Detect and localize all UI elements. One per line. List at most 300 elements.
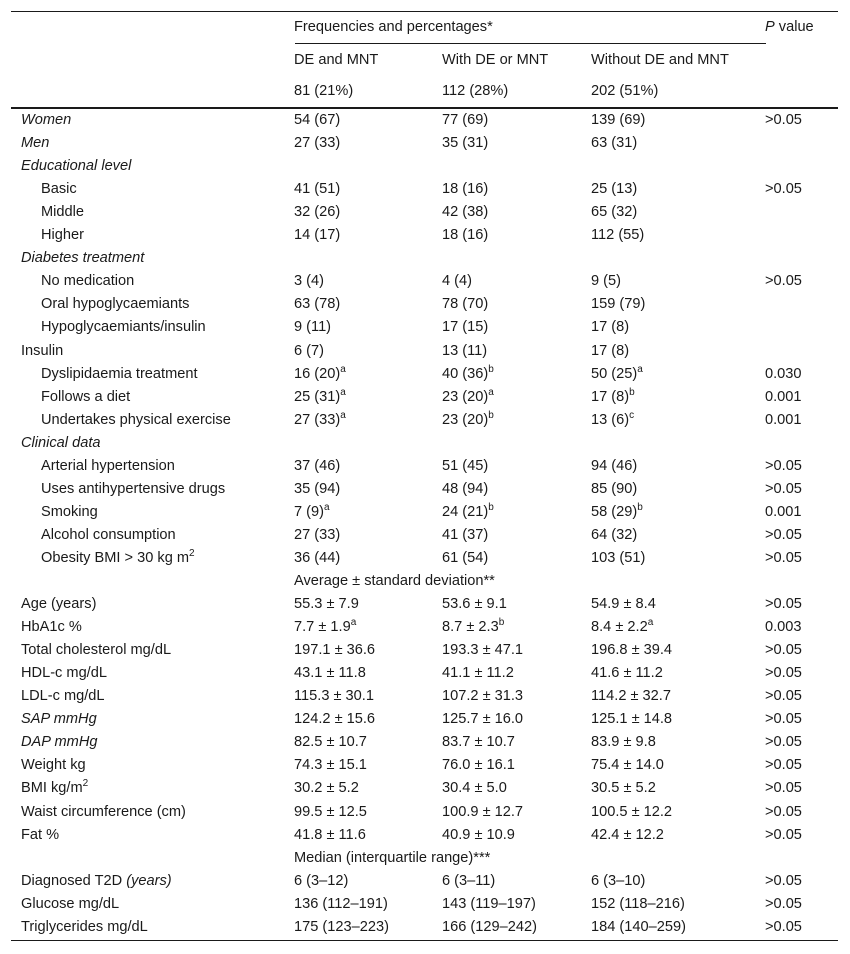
cell-with-de-or-mnt (442, 593, 507, 616)
cell-with-de-or-mnt (442, 270, 472, 293)
cell-without-de-and-mnt (591, 316, 629, 339)
row-label-text: Oral hypoglycaemiants (41, 296, 190, 313)
table-row (11, 178, 838, 201)
cell-value: 18 (16) (442, 181, 489, 198)
cell-value: 166 (129–242) (442, 918, 537, 935)
row-label-text: Diagnosed T2D (21, 872, 127, 889)
count-de-and-mnt: 81 (21%) (294, 83, 354, 99)
cell-value: 6 (7) (294, 342, 325, 359)
col-header-without-de-and-mnt: Without DE and MNT (591, 52, 729, 68)
cell-value: 18 (16) (442, 227, 489, 244)
superscript-marker: a (340, 386, 346, 398)
cell-value: 40 (36) (442, 365, 489, 382)
row-label (21, 893, 119, 916)
table-row (11, 824, 838, 847)
section-row (11, 570, 838, 593)
cell-with-de-or-mnt (442, 639, 523, 662)
cell-without-de-and-mnt (591, 501, 643, 524)
row-label (41, 455, 175, 478)
row-label (21, 247, 144, 270)
cell-p-value: >0.05 (765, 642, 802, 659)
cell-value: 23 (20) (442, 411, 489, 428)
cell-p-value: >0.05 (765, 181, 802, 198)
cell-value: 58 (29) (591, 503, 638, 520)
cell-value: 27 (33) (294, 526, 341, 543)
cell-value: 8.4 ± 2.2 (591, 619, 648, 636)
cell-value: 25 (31) (294, 388, 341, 405)
row-label-text: DAP mmHg (21, 734, 98, 751)
cell-de-and-mnt (294, 685, 374, 708)
cell-p-value: 0.001 (765, 388, 802, 405)
cell-without-de-and-mnt (591, 409, 634, 432)
cell-without-de-and-mnt (591, 270, 621, 293)
cell-without-de-and-mnt (591, 178, 637, 201)
cell-p-value: >0.05 (765, 918, 802, 935)
cell-value: 115.3 ± 30.1 (294, 688, 374, 705)
cell-value: 53.6 ± 9.1 (442, 596, 507, 613)
cell-value: 35 (94) (294, 480, 341, 497)
table-row (11, 155, 838, 178)
cell-de-and-mnt (294, 201, 340, 224)
cell-value: 83.9 ± 9.8 (591, 734, 656, 751)
table-row (11, 455, 838, 478)
row-label-text: Uses antihypertensive drugs (41, 480, 226, 497)
row-label (41, 524, 176, 547)
cell-p-value: 0.001 (765, 411, 802, 428)
row-label-text: Obesity BMI > 30 kg m (41, 549, 190, 566)
cell-value: 7 (9) (294, 503, 325, 520)
table-row (11, 593, 838, 616)
cell-value: 83.7 ± 10.7 (442, 734, 515, 751)
cell-value: 74.3 ± 15.1 (294, 757, 367, 774)
superscript-marker: a (350, 617, 357, 629)
row-label (21, 777, 88, 800)
row-label-text: Glucose mg/dL (21, 895, 120, 912)
row-label (21, 639, 171, 662)
cell-without-de-and-mnt (591, 731, 656, 754)
row-label-text: Arterial hypertension (41, 457, 175, 474)
superscript-marker: b (488, 409, 494, 421)
cell-value: 27 (33) (294, 135, 341, 152)
cell-value: 24 (21) (442, 503, 489, 520)
p-value-header: P value (765, 19, 814, 35)
cell-de-and-mnt (294, 363, 346, 386)
cell-de-and-mnt (294, 409, 346, 432)
cell-without-de-and-mnt (591, 593, 656, 616)
cell-de-and-mnt (294, 870, 348, 893)
table-row (11, 639, 838, 662)
row-label-text: No medication (41, 273, 135, 290)
row-label (41, 201, 84, 224)
cell-value: 76.0 ± 16.1 (442, 757, 515, 774)
row-label-text: Follows a diet (41, 388, 131, 405)
cell-value: 41 (51) (294, 181, 341, 198)
cell-with-de-or-mnt (442, 547, 488, 570)
cell-p-value: >0.05 (765, 734, 802, 751)
cell-value: 100.5 ± 12.2 (591, 803, 673, 820)
cell-de-and-mnt (294, 501, 330, 524)
table-row (11, 801, 838, 824)
row-label (21, 593, 96, 616)
cell-p-value: >0.05 (765, 549, 802, 566)
row-label (21, 155, 131, 178)
cell-value: 94 (46) (591, 457, 638, 474)
table-row (11, 731, 838, 754)
cell-de-and-mnt (294, 178, 340, 201)
row-label-text: Waist circumference (cm) (21, 803, 186, 820)
cell-without-de-and-mnt (591, 870, 645, 893)
cell-value: 85 (90) (591, 480, 638, 497)
cell-de-and-mnt (294, 593, 359, 616)
cell-value: 36 (44) (294, 549, 341, 566)
row-label (41, 547, 195, 570)
cell-without-de-and-mnt (591, 293, 645, 316)
cell-value: 77 (69) (442, 112, 489, 128)
superscript-marker: a (647, 617, 654, 629)
cell-without-de-and-mnt (591, 754, 664, 777)
row-label-text: Alcohol consumption (41, 526, 176, 543)
count-with-de-or-mnt: 112 (28%) (442, 83, 509, 99)
cell-de-and-mnt (294, 731, 367, 754)
cell-p-value: >0.05 (765, 872, 802, 889)
cell-value: 40.9 ± 10.9 (442, 826, 515, 843)
row-label-text: Insulin (21, 342, 64, 359)
cell-p-value: 0.003 (765, 619, 802, 636)
table-row (11, 109, 838, 132)
cell-p-value: >0.05 (765, 273, 802, 290)
table-row (11, 501, 838, 524)
row-label (41, 270, 134, 293)
cell-de-and-mnt (294, 478, 340, 501)
count-without-de-and-mnt: 202 (51%) (591, 83, 659, 99)
row-label-text: HDL-c mg/dL (21, 665, 107, 682)
table-row (11, 685, 838, 708)
superscript-marker: b (629, 386, 635, 398)
cell-with-de-or-mnt (442, 731, 515, 754)
cell-with-de-or-mnt (442, 777, 507, 800)
row-label-text: Hypoglycaemiants/insulin (41, 319, 206, 336)
cell-value: 124.2 ± 15.6 (294, 711, 376, 728)
cell-p-value: >0.05 (765, 826, 802, 843)
cell-value: 41.8 ± 11.6 (294, 826, 366, 843)
cell-without-de-and-mnt (591, 524, 637, 547)
cell-de-and-mnt (294, 754, 367, 777)
cell-without-de-and-mnt (591, 386, 635, 409)
cell-with-de-or-mnt (442, 801, 523, 824)
row-label-text: LDL-c mg/dL (21, 688, 105, 705)
cell-value: 30.5 ± 5.2 (591, 780, 656, 797)
table-row (11, 777, 838, 800)
table-row (11, 432, 838, 455)
cell-value: 143 (119–197) (442, 895, 536, 912)
cell-with-de-or-mnt (442, 293, 488, 316)
col-header-de-and-mnt: DE and MNT (294, 52, 379, 68)
cell-p-value: >0.05 (765, 526, 802, 543)
cell-value: 152 (118–216) (591, 895, 685, 912)
superscript-marker: 2 (189, 548, 195, 560)
cell-value: 107.2 ± 31.3 (442, 688, 524, 705)
cell-value: 193.3 ± 47.1 (442, 642, 524, 659)
table-row (11, 132, 838, 155)
cell-value: 184 (140–259) (591, 918, 686, 935)
cell-value: 125.7 ± 16.0 (442, 711, 524, 728)
row-label (21, 340, 63, 363)
cell-value: 41.1 ± 11.2 (442, 665, 514, 682)
cell-de-and-mnt (294, 524, 340, 547)
cell-value: 63 (31) (591, 135, 638, 152)
row-label-text: Educational level (21, 158, 132, 175)
table-row (11, 293, 838, 316)
cell-without-de-and-mnt (591, 132, 637, 155)
cell-without-de-and-mnt (591, 616, 653, 639)
cell-value: 3 (4) (294, 273, 325, 290)
cell-value: 9 (5) (591, 273, 622, 290)
row-label (41, 178, 77, 201)
superscript-marker: a (637, 363, 643, 375)
cell-value: 103 (51) (591, 549, 646, 566)
row-label-text: Basic (41, 181, 77, 198)
cell-de-and-mnt (294, 777, 359, 800)
cell-without-de-and-mnt (591, 547, 645, 570)
cell-with-de-or-mnt (442, 455, 488, 478)
cell-de-and-mnt (294, 824, 366, 847)
cell-de-and-mnt (294, 639, 375, 662)
row-label-text: Smoking (41, 503, 98, 520)
table-row (11, 340, 838, 363)
table-row (11, 478, 838, 501)
row-label-text: BMI kg/m (21, 780, 83, 797)
row-label-text: Weight kg (21, 757, 86, 774)
cell-p-value: >0.05 (765, 688, 802, 705)
superscript-marker: b (637, 501, 643, 513)
row-label-text: Women (21, 112, 72, 128)
row-label-text: Diabetes treatment (21, 250, 145, 267)
superscript-marker: 2 (82, 778, 89, 790)
cell-value: 30.4 ± 5.0 (442, 780, 507, 797)
cell-with-de-or-mnt (442, 178, 488, 201)
table-row (11, 409, 838, 432)
table-row (11, 386, 838, 409)
cell-value: 51 (45) (442, 457, 489, 474)
cell-value: 17 (8) (591, 342, 630, 359)
cell-value: 42.4 ± 12.2 (591, 826, 664, 843)
row-label (41, 409, 231, 432)
row-label (21, 685, 105, 708)
bottom-rule (11, 940, 838, 941)
cell-value: 13 (6) (591, 411, 630, 428)
cell-de-and-mnt (294, 293, 340, 316)
cell-without-de-and-mnt (591, 916, 686, 939)
cell-value: 55.3 ± 7.9 (294, 596, 359, 613)
cell-p-value: >0.05 (765, 665, 802, 682)
cell-de-and-mnt (294, 455, 340, 478)
row-label (21, 754, 86, 777)
superscript-marker: a (488, 386, 494, 398)
cell-de-and-mnt (294, 616, 356, 639)
cell-value: 17 (15) (442, 319, 489, 336)
cell-without-de-and-mnt (591, 801, 672, 824)
cell-value: 175 (123–223) (294, 918, 389, 935)
cell-with-de-or-mnt (442, 363, 494, 386)
cell-value: 4 (4) (442, 273, 473, 290)
cell-value: 43.1 ± 11.8 (294, 665, 366, 682)
cell-p-value: >0.05 (765, 803, 802, 820)
superscript-marker: b (488, 363, 494, 375)
cell-value: 6 (3–12) (294, 872, 349, 889)
cell-value: 48 (94) (442, 480, 489, 497)
cell-without-de-and-mnt (591, 824, 664, 847)
row-label (41, 478, 225, 501)
superscript-marker: b (498, 617, 505, 629)
section-label-mean: Average ± standard deviation** (294, 573, 495, 589)
row-label-text: Middle (41, 204, 84, 221)
superscript-marker: a (340, 363, 346, 375)
cell-value: 159 (79) (591, 296, 646, 313)
row-label-text: Higher (41, 227, 84, 244)
cell-with-de-or-mnt (442, 916, 537, 939)
table-row (11, 547, 838, 570)
table-row (11, 893, 838, 916)
cell-with-de-or-mnt (442, 501, 494, 524)
row-label-text: Age (years) (21, 596, 97, 613)
cell-value: 41.6 ± 11.2 (591, 665, 663, 682)
cell-de-and-mnt (294, 340, 324, 363)
row-label-text: Undertakes physical exercise (41, 411, 231, 428)
row-label-text: Men (21, 135, 50, 152)
row-label (21, 662, 107, 685)
cell-with-de-or-mnt (442, 754, 515, 777)
row-label (21, 109, 71, 132)
cell-value: 54 (67) (294, 112, 341, 128)
cell-p-value: >0.05 (765, 895, 802, 912)
cell-de-and-mnt (294, 132, 340, 155)
table-row (11, 870, 838, 893)
row-label (21, 801, 186, 824)
cell-value: 65 (32) (591, 204, 638, 221)
superscript-marker: b (488, 501, 494, 513)
cell-value: 30.2 ± 5.2 (294, 780, 359, 797)
cell-p-value: >0.05 (765, 112, 802, 128)
cell-value: 197.1 ± 36.6 (294, 642, 376, 659)
section-label-median: Median (interquartile range)*** (294, 849, 491, 866)
cell-value: 125.1 ± 14.8 (591, 711, 673, 728)
table-row (11, 524, 838, 547)
row-label (41, 293, 189, 316)
cell-value: 17 (8) (591, 319, 630, 336)
row-label (41, 386, 130, 409)
cell-with-de-or-mnt (442, 824, 515, 847)
cell-value: 64 (32) (591, 526, 638, 543)
row-label-text: Dyslipidaemia treatment (41, 365, 198, 382)
cell-value: 99.5 ± 12.5 (294, 803, 367, 820)
cell-with-de-or-mnt (442, 524, 488, 547)
row-label-text: SAP mmHg (21, 711, 97, 728)
cell-value: 75.4 ± 14.0 (591, 757, 664, 774)
cell-de-and-mnt (294, 270, 324, 293)
row-label-text: Clinical data (21, 434, 101, 451)
cell-without-de-and-mnt (591, 777, 656, 800)
cell-without-de-and-mnt (591, 201, 637, 224)
cell-without-de-and-mnt (591, 455, 637, 478)
cell-without-de-and-mnt (591, 478, 637, 501)
cell-without-de-and-mnt (591, 685, 671, 708)
cell-value: 25 (13) (591, 181, 638, 198)
group-header-rule (295, 43, 766, 44)
row-label (41, 363, 198, 386)
cell-p-value: >0.05 (765, 457, 802, 474)
cell-value: 9 (11) (294, 319, 332, 336)
cell-value: 54.9 ± 8.4 (591, 596, 656, 613)
cell-de-and-mnt (294, 109, 340, 132)
table-row (11, 363, 838, 386)
row-label (41, 316, 206, 339)
cell-value: 82.5 ± 10.7 (294, 734, 367, 751)
col-header-with-de-or-mnt: With DE or MNT (442, 52, 549, 68)
row-label-text: Total cholesterol mg/dL (21, 642, 172, 659)
row-label-text: Triglycerides mg/dL (21, 918, 148, 935)
cell-de-and-mnt (294, 662, 366, 685)
cell-value: 17 (8) (591, 388, 630, 405)
cell-with-de-or-mnt (442, 893, 536, 916)
cell-with-de-or-mnt (442, 224, 488, 247)
cell-value: 13 (11) (442, 342, 488, 359)
cell-value: 41 (37) (442, 526, 489, 543)
row-label (21, 132, 49, 155)
cell-value: 136 (112–191) (294, 895, 388, 912)
cell-de-and-mnt (294, 386, 346, 409)
cell-without-de-and-mnt (591, 363, 643, 386)
cell-value: 7.7 ± 1.9 (294, 619, 351, 636)
table-row (11, 754, 838, 777)
cell-value: 23 (20) (442, 388, 489, 405)
row-label (21, 824, 59, 847)
cell-value: 196.8 ± 39.4 (591, 642, 673, 659)
superscript-marker: c (629, 409, 635, 421)
row-label-text: Fat % (21, 826, 60, 843)
cell-value: 32 (26) (294, 204, 341, 221)
cell-with-de-or-mnt (442, 109, 488, 132)
cell-value: 27 (33) (294, 411, 341, 428)
row-label-italic: (years) (126, 872, 172, 889)
cell-without-de-and-mnt (591, 109, 645, 132)
cell-without-de-and-mnt (591, 639, 672, 662)
row-label (41, 224, 84, 247)
cell-p-value: >0.05 (765, 711, 802, 728)
cell-with-de-or-mnt (442, 662, 514, 685)
cell-with-de-or-mnt (442, 870, 495, 893)
table-row (11, 247, 838, 270)
cell-value: 6 (3–11) (442, 872, 496, 889)
cell-p-value: >0.05 (765, 757, 802, 774)
table-row (11, 316, 838, 339)
cell-value: 78 (70) (442, 296, 489, 313)
cell-with-de-or-mnt (442, 616, 504, 639)
cell-with-de-or-mnt (442, 316, 488, 339)
cell-de-and-mnt (294, 801, 367, 824)
cell-with-de-or-mnt (442, 132, 488, 155)
cell-with-de-or-mnt (442, 708, 523, 731)
cell-value: 14 (17) (294, 227, 341, 244)
cell-value: 16 (20) (294, 365, 341, 382)
cell-with-de-or-mnt (442, 340, 487, 363)
table-row (11, 616, 838, 639)
row-label-text: HbA1c % (21, 619, 82, 636)
cell-without-de-and-mnt (591, 708, 672, 731)
table-row (11, 224, 838, 247)
cell-without-de-and-mnt (591, 224, 644, 247)
cell-value: 112 (55) (591, 227, 645, 244)
cell-value: 114.2 ± 32.7 (591, 688, 671, 705)
